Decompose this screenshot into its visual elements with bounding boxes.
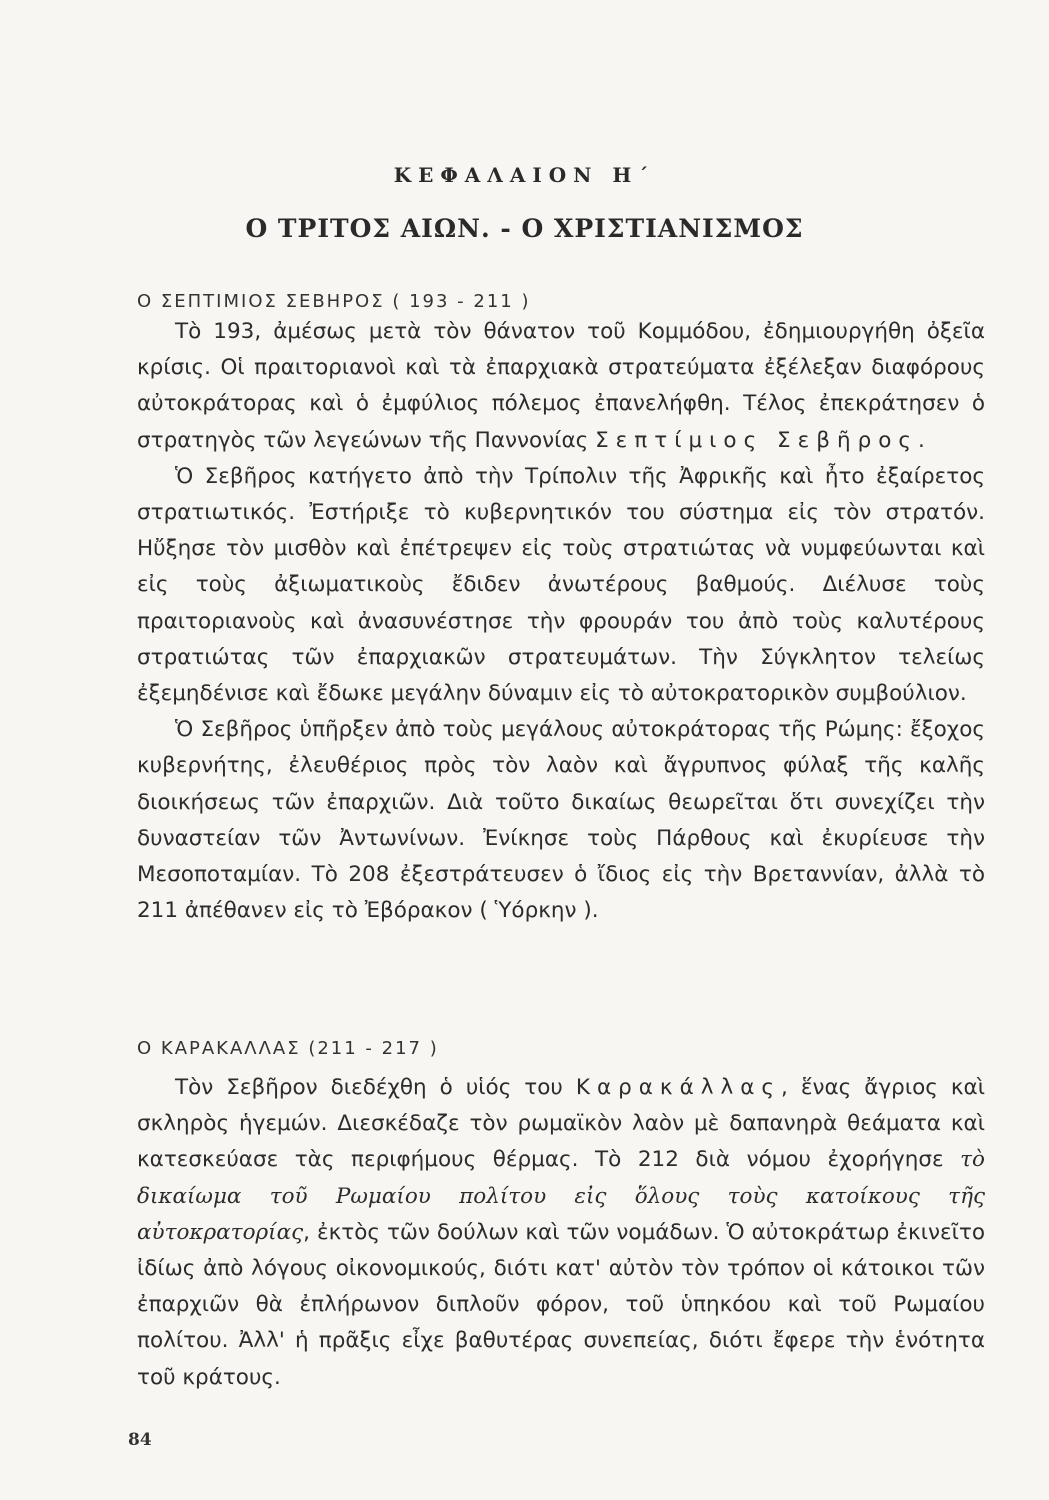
emperor-name: Καρακάλλας [575, 1075, 782, 1100]
paragraph [137, 1070, 985, 1396]
page-number: 84 [128, 1430, 152, 1450]
chapter-label: ΚΕΦΑΛΑΙΟΝ Η΄ [393, 163, 656, 187]
italic-phrase: τὸ δικαίωμα τοῦ Ρωμαίου πολίτου εἰς ὅλους τοὺς κατοίκους τῆς αὐτοκρατορίας [137, 1147, 985, 1245]
paragraph [137, 314, 985, 459]
section-heading-severus: Ο ΣΕΠΤΙΜΙΟΣ ΣΕΒΗΡΟΣ ( 193 - 211 ) [137, 291, 531, 312]
section-body-severus [137, 314, 985, 929]
paragraph: Ὁ Σεβῆρος ὑπῆρξεν ἀπὸ τοὺς μεγάλους αὐτοκράτορας τῆς Ρώμης: ἔξοχος κυβερνήτης, ἐλευθέριος πρὸς τὸν λαὸν καὶ ἄγρυπνος φύλαξ τῆς καλῆς διοικήσεως τῶν ἐπαρχιῶν. Διὰ τοῦτο δικαίως θεωρεῖται ὅτι συνεχίζει τὴν δυναστείαν τῶν Ἀντωνίνων. Ἐνίκησε τοὺς Πάρθους καὶ ἐκυρίευσε τὴν Μεσοποταμίαν. Τὸ 208 ἐξεστράτευσεν ὁ ἴδιος εἰς τὴν Βρεταννίαν, ἀλλὰ τὸ 211 ἀπέθανεν εἰς τὸ Ἐβόρακον ( Ὑόρκην ). [137, 717, 985, 924]
section-heading-caracalla: Ο ΚΑΡΑΚΑΛΛΑΣ (211 - 217 ) [137, 1038, 439, 1059]
section-body-caracalla [137, 1070, 985, 1396]
paragraph: Ὁ Σεβῆρος κατήγετο ἀπὸ τὴν Τρίπολιν τῆς Ἀφρικῆς καὶ ἦτο ἐξαίρετος στρατιωτικός. Ἐστήριξε τὸ κυβερνητικόν του σύστημα εἰς τὸν στρατόν. Ηὔξησε τὸν μισθὸν καὶ ἐπέτρεψεν εἰς τοὺς στρατιώτας νὰ νυμφεύωνται καὶ εἰς τοὺς ἀξιωματικοὺς ἔδιδεν ἀνωτέρους βαθμούς. Διέλυσε τοὺς πραιτοριανοὺς καὶ ἀνασυνέστησε τὴν φρουράν του ἀπὸ τοὺς καλυτέρους στρατιώτας τῶν ἐπαρχιακῶν στρατευμάτων. Τὴν Σύγκλητον τελείως ἐξεμηδένισε καὶ ἔδωκε μεγάλην δύναμιν εἰς τὸ αὐτοκρατορικὸν συμβούλιον. [137, 463, 985, 707]
emperor-name: Σεπτίμιος Σεβῆρος. [595, 427, 932, 453]
paragraph-text: Τὸν Σεβῆρον διεδέχθη ὁ υἱός του [175, 1075, 576, 1100]
paragraph-text: Τὸ 193, ἀμέσως μετὰ τὸν θάνατον τοῦ Κομμόδου, ἐδημιουργήθη ὀξεῖα κρίσις. Οἱ πραιτοριανοὶ καὶ τὰ ἐπαρχιακὰ στρατεύματα ἐξέλεξαν διαφόρους αὐτοκράτορας καὶ ὁ ἐμφύλιος πόλεμος ἐπανελήφθη. Τέλος ἐπεκράτησεν ὁ στρατηγὸς τῶν λεγεώνων τῆς Παννονίας [137, 319, 985, 453]
paragraph-text: , ἐκτὸς τῶν δούλων καὶ τῶν νομάδων. Ὁ αὐτοκράτωρ ἐκινεῖτο ἰδίως ἀπὸ λόγους οἰκονομικούς, διότι κατ' αὐτὸν τὸν τρόπον οἱ κάτοικοι τῶν ἐπαρχιῶν θὰ ἐπλήρωνον διπλοῦν φόρον, τοῦ ὑπηκόου καὶ τοῦ Ρωμαίου πολίτου. Ἀλλ' ἡ πρᾶξις εἶχε βαθυτέρας συνεπείας, διότι ἔφερε τὴν ἑνότητα τοῦ κράτους. [137, 1219, 985, 1390]
chapter-title: Ο ΤΡΙΤΟΣ ΑΙΩΝ. - Ο ΧΡΙΣΤΙΑΝΙΣΜΟΣ [245, 214, 804, 243]
paragraph-text: , ἕνας ἄγριος καὶ σκληρὸς ἡγεμών. Διεσκέδαζε τὸν ρωμαϊκὸν λαὸν μὲ δαπανηρὰ θεάματα καὶ κατεσκεύασε τὰς περιφήμους θέρμας. Τὸ 212 διὰ νόμου ἐχορήγησε [137, 1075, 985, 1173]
